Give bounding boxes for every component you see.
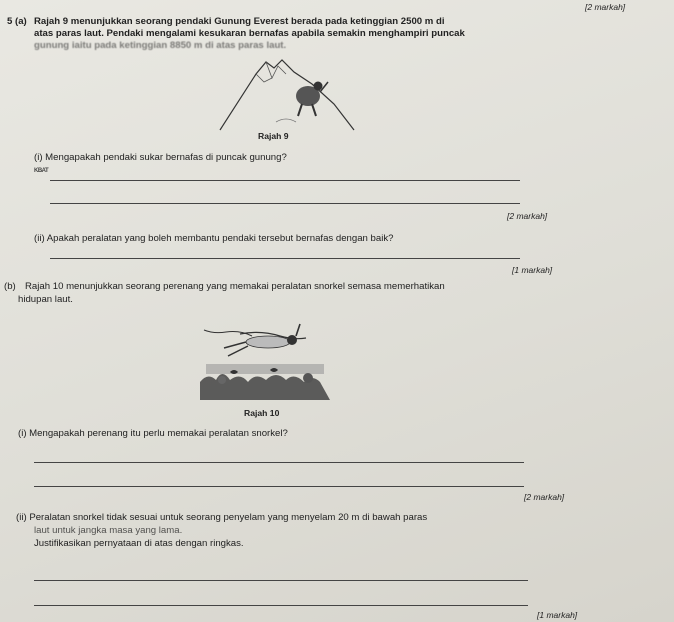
q5a-ii-question: (ii) Apakah peralatan yang boleh membantu pendaki tersebut bernafas dengan baik? bbox=[34, 233, 394, 244]
q5b-ii-marks: [1 markah] bbox=[537, 610, 578, 620]
mountain-climber-illustration bbox=[216, 52, 356, 132]
q5b-stem-line1: Rajah 10 menunjukkan seorang perenang yang memakai peralatan snorkel semasa memerhatikan bbox=[25, 281, 445, 292]
q5a-i-marks: [2 markah] bbox=[507, 211, 548, 221]
answer-line bbox=[34, 580, 528, 581]
q5b-i-question: (i) Mengapakah perenang itu perlu memakai peralatan snorkel? bbox=[18, 428, 288, 439]
answer-line bbox=[34, 462, 524, 463]
q5b-ii-line1: (ii) Peralatan snorkel tidak sesuai untuk seorang penyelam yang menyelam 20 m di bawah paras bbox=[16, 512, 428, 523]
q5b-ii-line3: Justifikasikan pernyataan di atas dengan ringkas. bbox=[34, 538, 244, 549]
header-marks: [2 markah] bbox=[585, 2, 626, 12]
q5a-stem-line1: Rajah 9 menunjukkan seorang pendaki Gunung Everest berada pada ketinggian 2500 m di bbox=[34, 16, 445, 27]
q5a-ii-marks: [1 markah] bbox=[512, 265, 553, 275]
q5b-ii-line2: laut untuk jangka masa yang lama. bbox=[34, 525, 183, 536]
kbat-stamp: KBAT bbox=[34, 168, 49, 174]
q5b-label: (b) bbox=[4, 281, 16, 292]
q5a-label: 5 (a) bbox=[7, 16, 27, 27]
figure-10-caption: Rajah 10 bbox=[244, 408, 280, 418]
q5b-i-marks: [2 markah] bbox=[524, 492, 565, 502]
answer-line bbox=[34, 486, 524, 487]
q5a-i-question: (i) Mengapakah pendaki sukar bernafas di puncak gunung? bbox=[34, 152, 287, 163]
answer-line bbox=[50, 203, 520, 204]
answer-line bbox=[50, 258, 520, 259]
q5a-stem-line2: atas paras laut. Pendaki mengalami kesukaran bernafas apabila semakin menghampiri puncak bbox=[34, 28, 465, 39]
q5a-stem-line3: gunung iaitu pada ketinggian 8850 m di atas paras laut. bbox=[34, 40, 287, 51]
q5b-stem-line2: hidupan laut. bbox=[18, 294, 73, 305]
figure-9-caption: Rajah 9 bbox=[258, 131, 289, 141]
answer-line bbox=[50, 180, 520, 181]
answer-line bbox=[34, 605, 528, 606]
snorkeller-illustration bbox=[200, 320, 330, 400]
